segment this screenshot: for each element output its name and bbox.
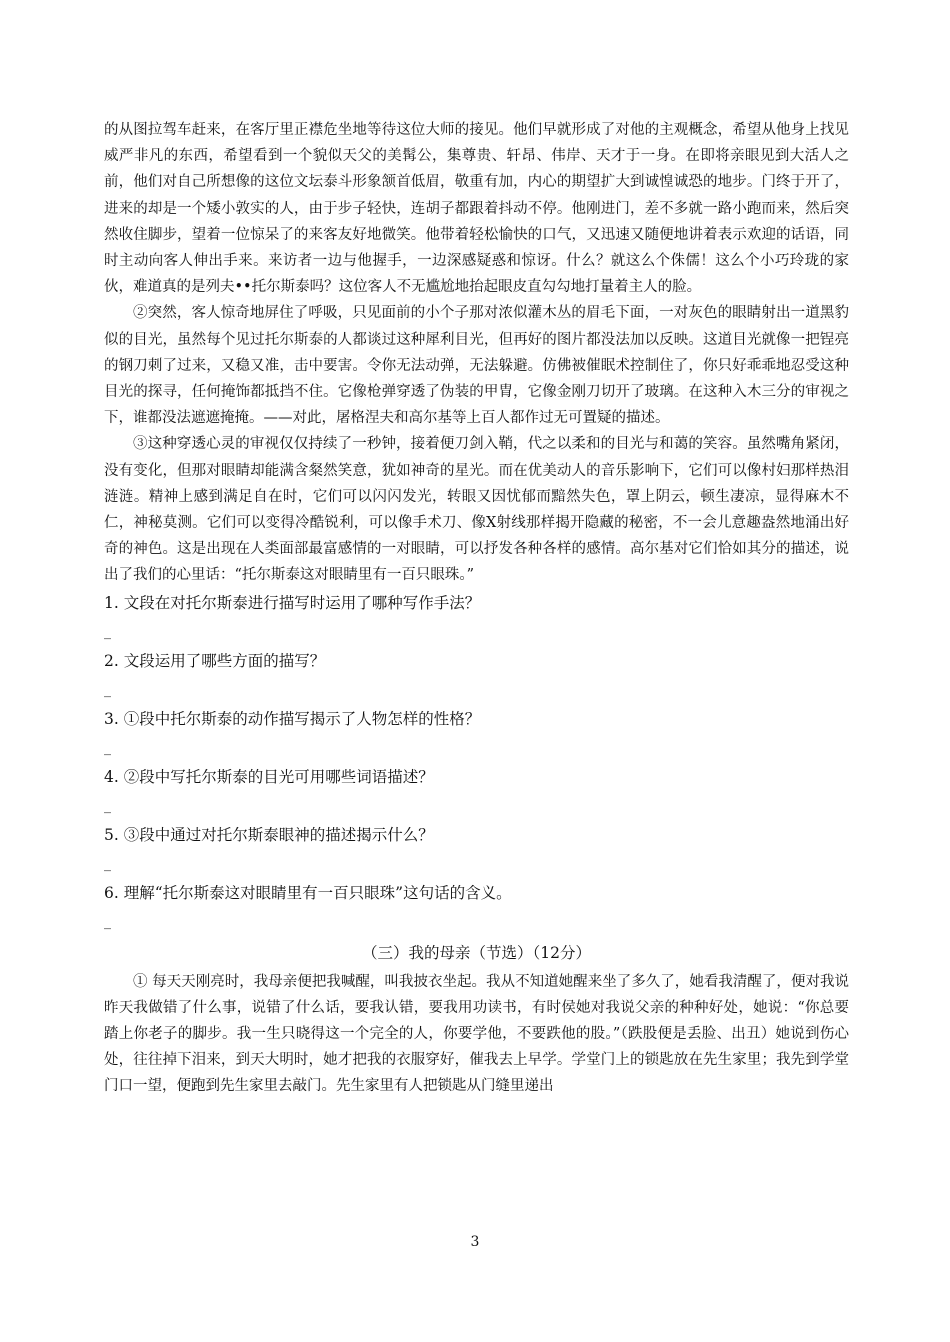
answer-blank-3[interactable]: _	[104, 739, 111, 756]
passage-paragraph-3: ③这种穿透心灵的审视仅仅持续了一秒钟，接着便刀剑入鞘，代之以柔和的目光与和蔼的笑容。虽然嘴角紧闭，没有变化，但那对眼睛却能满含粲然笑意，犹如神奇的星光。而在优美动人的音乐影响下，它们可以像村妇那样热泪涟涟。精神上感到满足自在时，它们可以闪闪发光，转眼又因忧郁而黯然失色，罩上阴云，顿生凄凉，显得麻木不仁，神秘莫测。它们可以变得冷酷锐利，可以像手术刀、像X射线那样揭开隐藏的秘密，不一会儿意趣盎然地涌出好奇的神色。这是出现在人类面部最富感情的一对眼睛，可以抒发各种各样的感情。高尔基对它们恰如其分的描述，说出了我们的心里话：“托尔斯泰这对眼睛里有一百只眼珠。”	[104, 436, 849, 584]
answer-blank-6[interactable]: _	[104, 913, 111, 930]
question-6: 6. 理解“托尔斯泰这对眼睛里有一百只眼珠”这句话的含义。	[104, 883, 512, 902]
question-4: 4. ②段中写托尔斯泰的目光可用哪些词语描述？	[104, 767, 434, 786]
answer-blank-1[interactable]: _	[104, 623, 111, 640]
question-1: 1. 文段在对托尔斯泰进行描写时运用了哪种写作手法？	[104, 593, 481, 612]
passage-paragraph-1-continued: 的从图拉驾车赶来，在客厅里正襟危坐地等待这位大师的接见。他们早就形成了对他的主观概念，希望从他身上找见威严非凡的东西，希望看到一个貌似天父的美髯公，集尊贵、轩昂、伟岸、天才于一身。在即将亲眼见到大活人之前，他们对自己所想像的这位文坛泰斗形象颔首低眉，敬重有加，内心的期望扩大到诚惶诚恐的地步。门终于开了，进来的却是一个矮小敦实的人，由于步子轻快，连胡子都跟着抖动不停。他刚进门，差不多就一路小跑而来，然后突然收住脚步，望着一位惊呆了的来客友好地微笑。他带着轻松愉快的口气，又迅速又随便地讲着表示欢迎的话语，同时主动向客人伸出手来。来访者一边与他握手，一边深感疑惑和惊讶。什么？就这么个侏儒！这么个小巧玲珑的家伙，难道真的是列夫••托尔斯泰吗？这位客人不无尴尬地抬起眼皮直勾勾地打量着主人的脸。	[104, 122, 849, 296]
page-content	[104, 117, 849, 1100]
section-paragraph-1: ① 每天天刚亮时，我母亲便把我喊醒，叫我披衣坐起。我从不知道她醒来坐了多久了，她看我清醒了，便对我说昨天我做错了什么事，说错了什么话，要我认错，要我用功读书，有时侯她对我说父亲的种种好处，她说：“你总要踏上你老子的脚步。我一生只晓得这一个完全的人，你要学他，不要跌他的股。”（跌股便是丢脸、出丑）她说到伤心处，往往掉下泪来，到天大明时，她才把我的衣服穿好，催我去上早学。学堂门上的锁匙放在先生家里；我先到学堂门口一望，便跑到先生家里去敲门。先生家里有人把锁匙从门缝里递出	[104, 973, 849, 1095]
answer-blank-5[interactable]: _	[104, 855, 111, 872]
answer-blank-4[interactable]: _	[104, 797, 111, 814]
answer-blank-2[interactable]: _	[104, 681, 111, 698]
question-2: 2. 文段运用了哪些方面的描写？	[104, 651, 326, 670]
question-list	[104, 589, 849, 937]
question-3: 3. ①段中托尔斯泰的动作描写揭示了人物怎样的性格？	[104, 709, 481, 728]
page-number: 3	[470, 1234, 480, 1250]
section-title: （三）我的母亲（节选）（12分）	[362, 943, 591, 962]
passage-paragraph-2: ②突然，客人惊奇地屏住了呼吸，只见面前的小个子那对浓似灌木丛的眉毛下面，一对灰色的眼睛射出一道黑豹似的目光，虽然每个见过托尔斯泰的人都谈过这种犀利目光，但再好的图片都没法加以反映。这道目光就像一把锃亮的钢刀刺了过来，又稳又准，击中要害。令你无法动弹，无法躲避。仿佛被催眠术控制住了，你只好乖乖地忍受这种目光的探寻，任何掩饰都抵挡不住。它像枪弹穿透了伪装的甲胄，它像金刚刀切开了玻璃。在这种入木三分的审视之下，谁都没法遮遮掩掩。——对此，屠格涅夫和高尔基等上百人都作过无可置疑的描述。	[104, 305, 849, 427]
question-5: 5. ③段中通过对托尔斯泰眼神的描述揭示什么？	[104, 825, 434, 844]
